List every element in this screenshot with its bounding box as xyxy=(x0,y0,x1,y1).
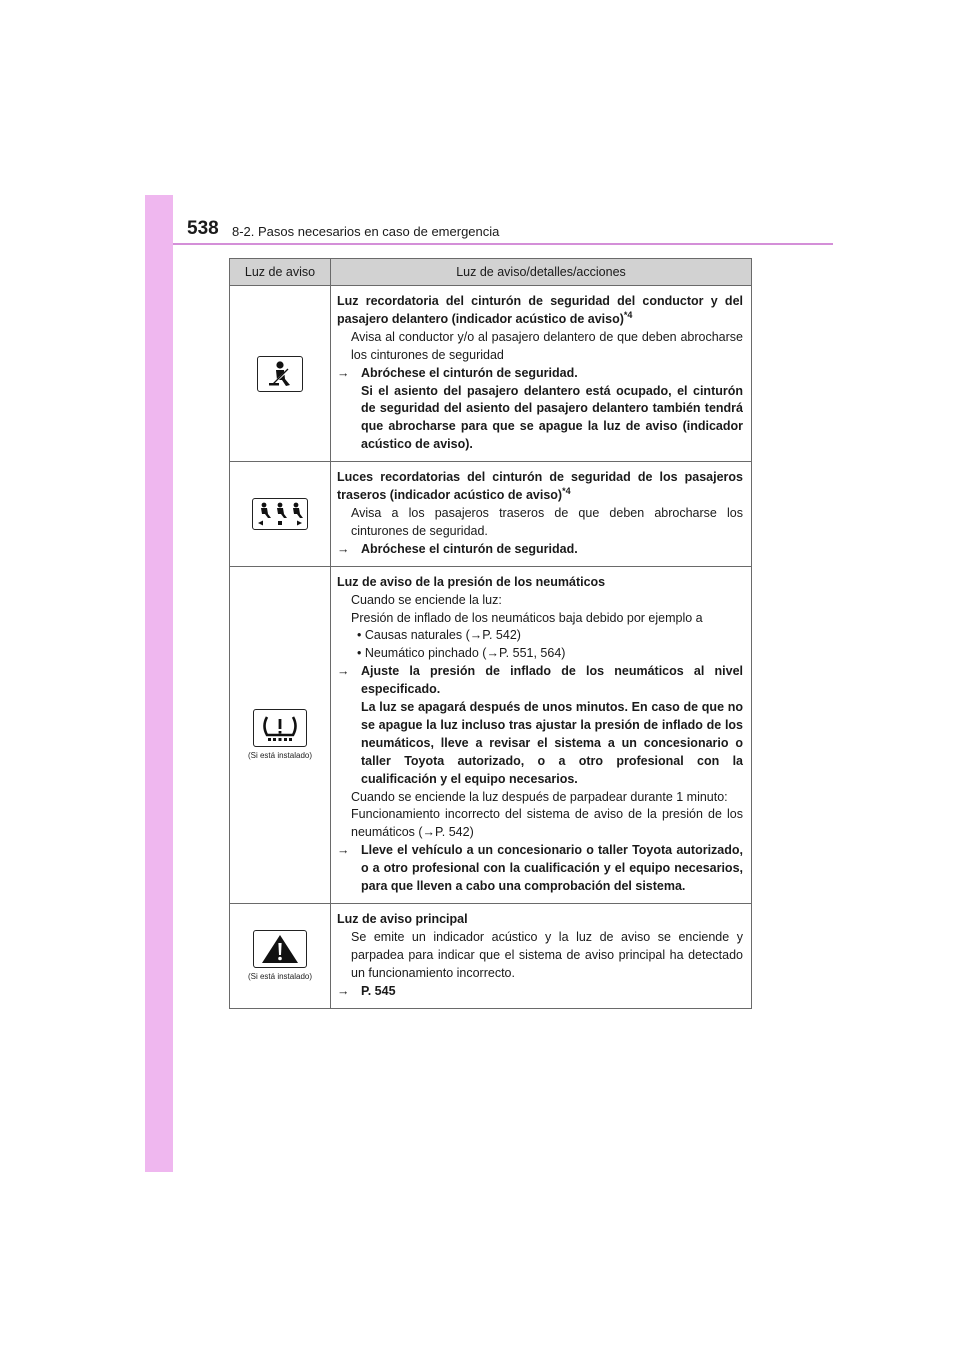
action-detail: La luz se apagará después de unos minutos. En caso de que no se apague la luz incluso tras ajustar la presión de inflado de los neumáticos, lleve a revisar el sistema a un concesionario o taller Toyota autorizado, o a otro profesional con la cualificación y el equipo necesarios. xyxy=(361,700,743,786)
warning-description: Avisa a los pasajeros traseros de que deben abrocharse los cinturones de seguridad. xyxy=(351,505,743,538)
chapter-side-tab xyxy=(145,195,173,1172)
column-header-details: Luz de aviso/detalles/acciones xyxy=(456,265,626,279)
icon-cell xyxy=(230,904,331,1008)
table-row xyxy=(230,904,751,1008)
warning-title: Luces recordatorias del cinturón de seguridad de los pasajeros traseros (indicador acústico de aviso)$^{*4}$ xyxy=(337,470,743,503)
details-cell xyxy=(331,286,751,461)
details-cell xyxy=(331,904,751,1008)
icon-cell xyxy=(230,462,331,566)
list-item: • Causas naturales (→P. 542) xyxy=(357,628,521,643)
action-text: → Abróchese el cinturón de seguridad. xyxy=(337,541,578,556)
table-row xyxy=(230,286,751,462)
warning-lights-table xyxy=(229,258,752,1009)
warning-description: Cuando se enciende la luz: xyxy=(351,592,502,607)
warning-title: Luz de aviso principal xyxy=(337,912,468,926)
details-cell xyxy=(331,567,751,903)
icon-cell xyxy=(230,567,331,903)
column-header-light: Luz de aviso xyxy=(230,259,331,285)
details-cell xyxy=(331,462,751,566)
action-text: → Ajuste la presión de inflado de los neumáticos al nivel especificado. xyxy=(337,664,743,697)
page-number: 538 xyxy=(187,218,219,239)
table-row xyxy=(230,462,751,567)
warning-title: Luz recordatoria del cinturón de seguridad del conductor y del pasajero delantero (indicador acústico de aviso)$^{*4}$ xyxy=(337,294,743,326)
warning-description: Avisa al conductor y/o al pasajero delantero de que deben abrocharse los cinturones de seguridad xyxy=(351,329,743,362)
warning-description: Cuando se enciende la luz después de parpadear durante 1 minuto: xyxy=(351,789,728,804)
action-text: → P. 545 xyxy=(337,983,396,998)
installed-note: (Si está instalado) xyxy=(247,751,313,761)
tire-pressure-icon xyxy=(253,709,307,747)
seatbelt-icon xyxy=(257,356,303,392)
action-text: → Abróchese el cinturón de seguridad. xyxy=(337,365,578,380)
section-title: 8-2. Pasos necesarios en caso de emergencia xyxy=(232,224,500,239)
warning-description: Funcionamiento incorrecto del sistema de aviso de la presión de los neumáticos (→P. 542) xyxy=(351,807,743,840)
action-text: → Lleve el vehículo a un concesionario o taller Toyota autorizado, o a otro profesional con la cualificación y el equipo necesarios, para que lleven a cabo una comprobación del sistema. xyxy=(337,843,743,894)
warning-description: Se emite un indicador acústico y la luz de aviso se enciende y parpadea para indicar que el sistema de aviso principal ha detectado un funcionamiento incorrecto. xyxy=(351,929,743,980)
icon-cell xyxy=(230,286,331,461)
table-header xyxy=(230,259,751,286)
action-detail: Si el asiento del pasajero delantero está ocupado, el cinturón de seguridad del asiento del pasajero delantero también tendrá que abrocharse para que se apague la luz de aviso (indicador acústico de aviso). xyxy=(361,383,743,452)
installed-note: (Si está instalado) xyxy=(247,972,313,982)
warning-description: Presión de inflado de los neumáticos baja debido por ejemplo a xyxy=(351,610,703,625)
rear-seatbelt-icon xyxy=(252,498,308,530)
master-warning-icon xyxy=(253,930,307,968)
warning-title: Luz de aviso de la presión de los neumáticos xyxy=(337,574,606,589)
header-rule xyxy=(173,243,833,245)
table-row xyxy=(230,567,751,904)
list-item: • Neumático pinchado (→P. 551, 564) xyxy=(357,646,566,661)
